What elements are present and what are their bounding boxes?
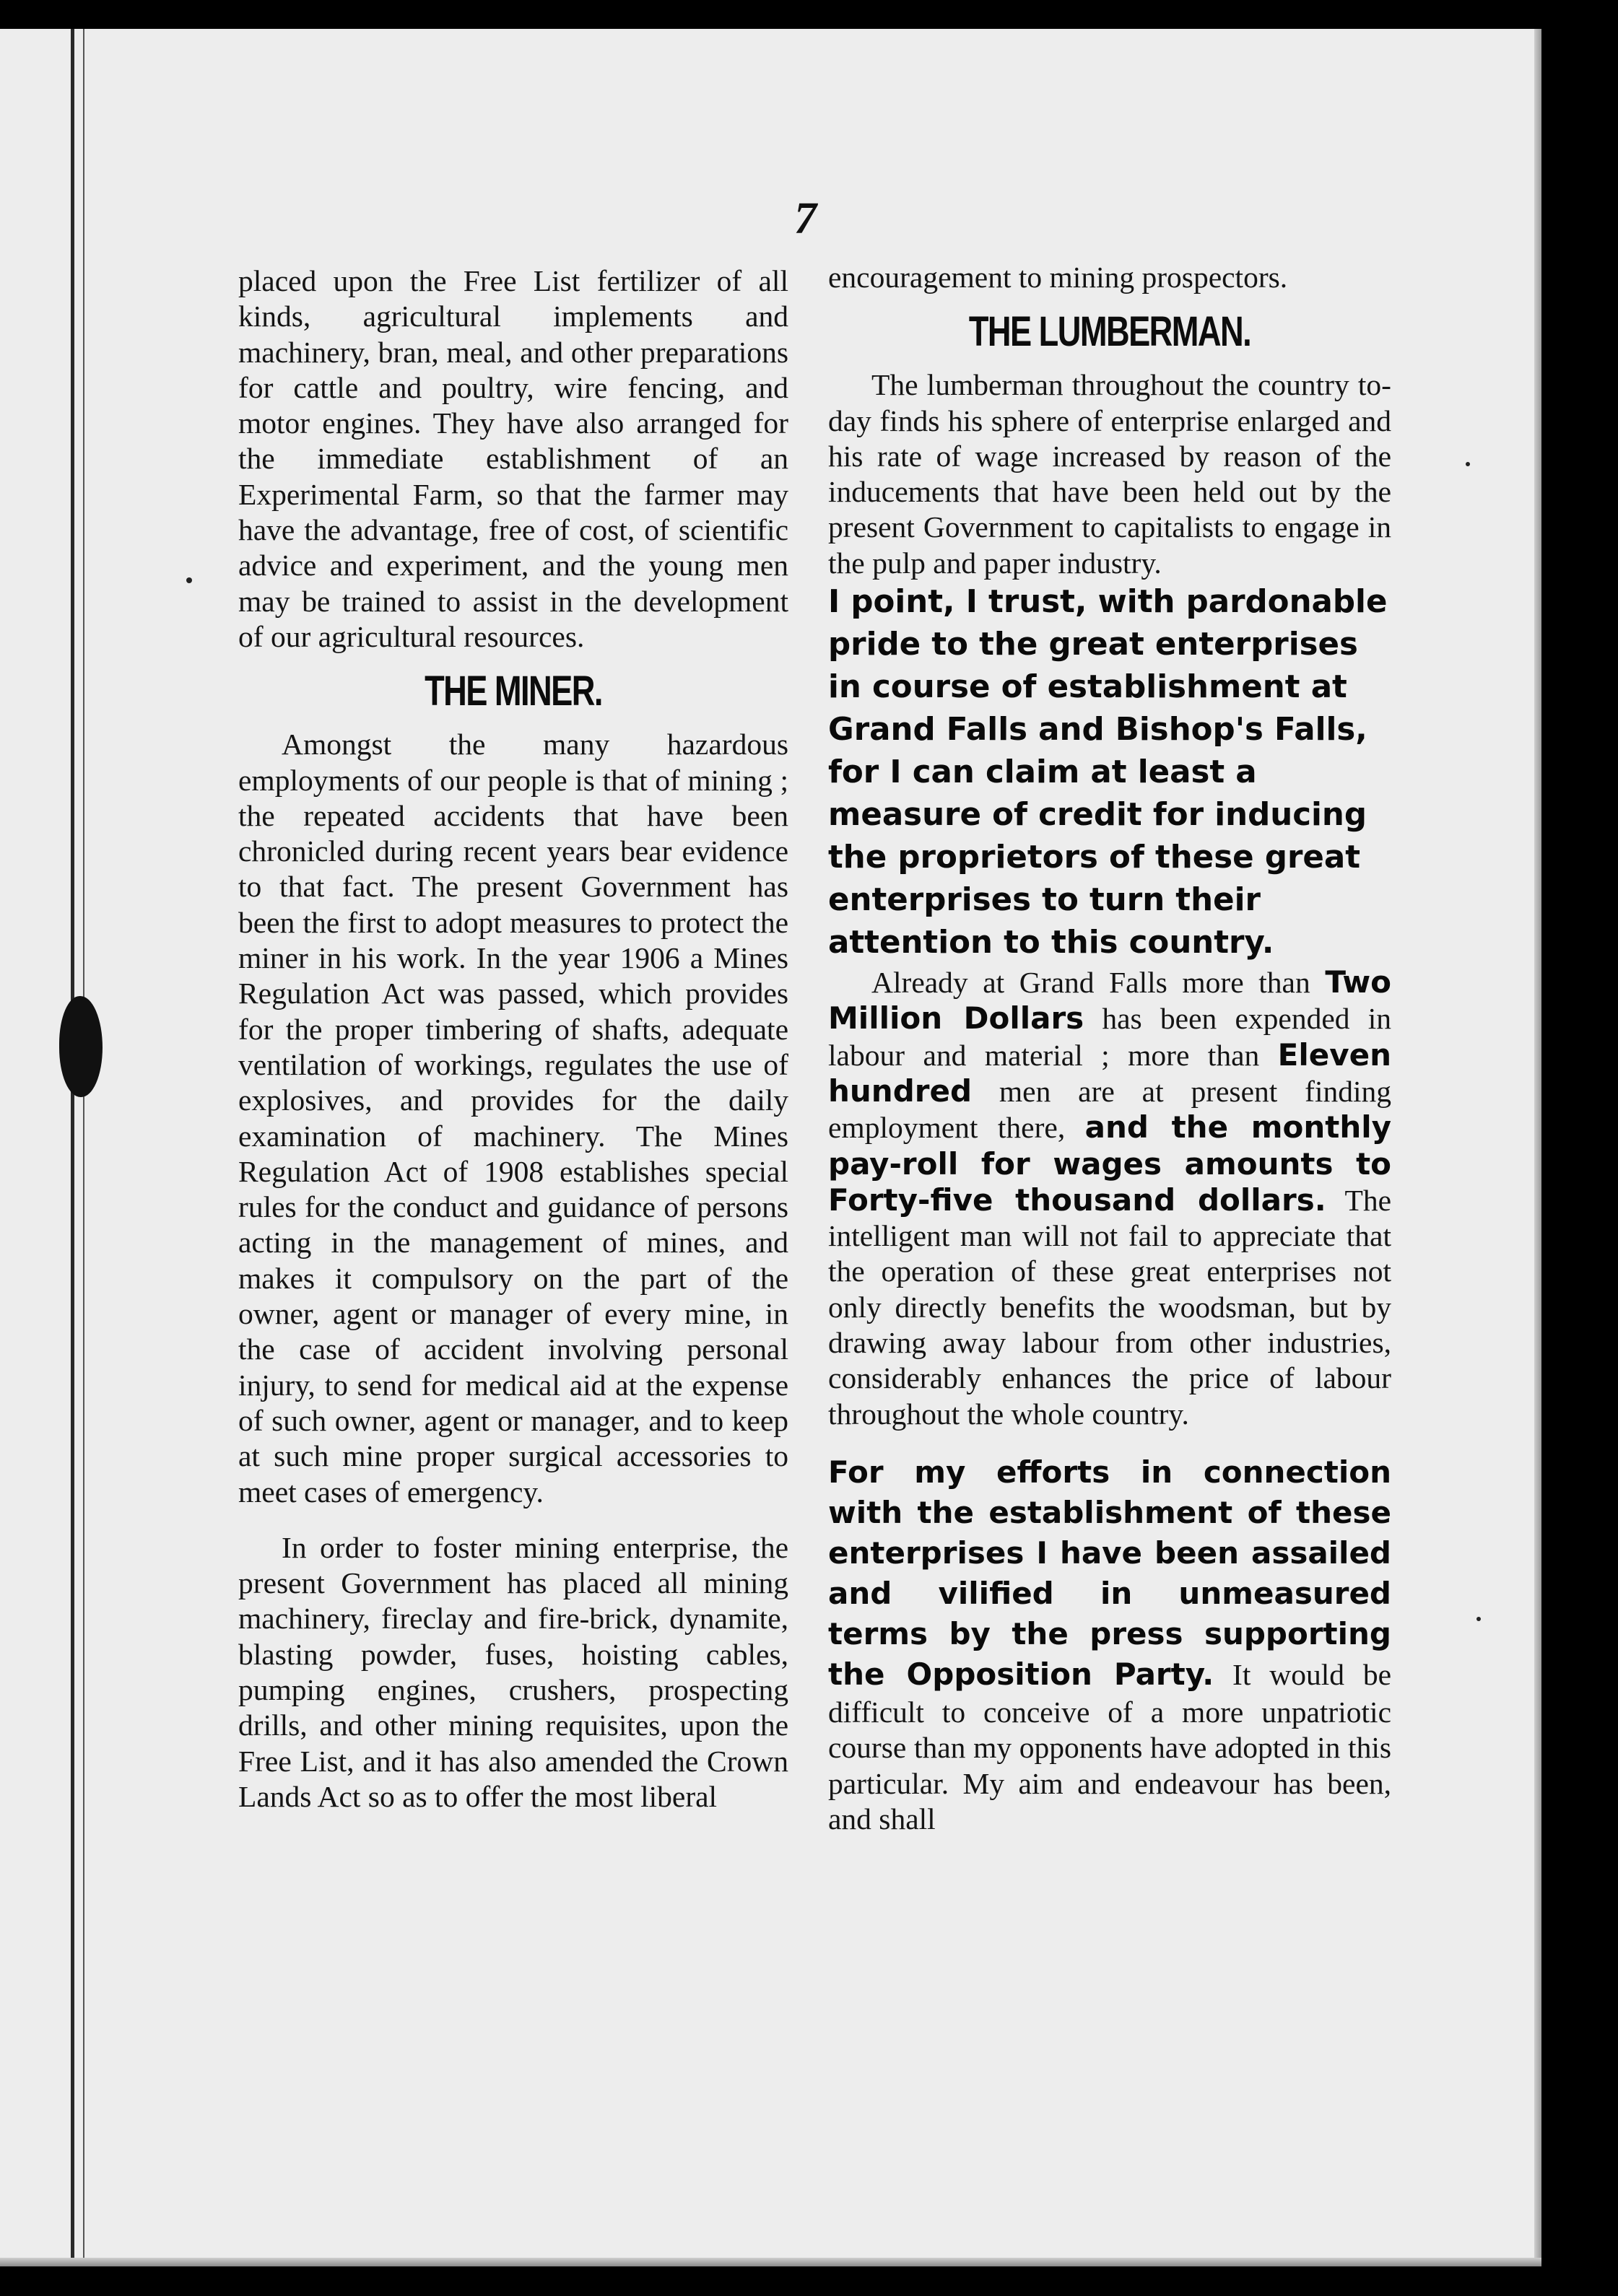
grand-falls-text-a: Already at Grand Falls more than (871, 966, 1310, 1000)
scan-speck (186, 577, 192, 583)
right-column (828, 260, 1391, 1837)
ink-blot (59, 996, 103, 1097)
eleven-hundred: Eleven hundred (828, 1036, 1391, 1109)
miner-heading: THE MINER. (425, 668, 602, 715)
grand-falls-text-c: has been expended in labour and material ; more than (828, 1002, 1391, 1072)
lumberman-bold-statement: I point, I trust, with pardonable pride to the great enterprises in course of establishment at Grand Falls and Bishop's Falls, for I can claim at least a measure of credit for inducing the proprietors of these great enterprises to turn their attention to this country. (828, 584, 1388, 961)
miner-paragraph-2: In order to foster mining enterprise, the present Government has placed all mining machinery, fireclay and fire-brick, dynamite, blasting powder, fuses, hoisting cables, pumping engines, crushers, prospecting drills, and other mining requisites, upon the Free List, and it has also amended the Crown Lands Act so as to offer the most liberal (238, 1530, 788, 1813)
efforts-bold-text: For my efforts in connection with the establishment of these enterprises I have been assailed and vilified in unmeasured terms by the press supporting the Opposition Party. (828, 1454, 1391, 1692)
efforts-paragraph (828, 1452, 1391, 1837)
lumberman-heading: THE LUMBERMAN. (968, 308, 1251, 356)
page-right-edge (1534, 29, 1541, 2266)
grand-falls-text-g: The intelligent man will not fail to appreciate that the operation of these great enterprises not only directly benefits the woodsman, but by drawing away labour from other industries, considerably enhances the price of labour throughout the whole country. (828, 1183, 1391, 1431)
continuation-paragraph: encouragement to mining prospectors. (828, 261, 1288, 294)
binding-shadow-line-thin (83, 29, 84, 2266)
binding-shadow-line (71, 29, 74, 2266)
paragraph-gap (828, 1432, 1391, 1452)
paragraph-gap (238, 1510, 788, 1530)
scanned-page (0, 29, 1541, 2266)
scan-speck (1466, 462, 1470, 466)
miner-paragraph-1: Amongst the many hazardous employments of our people is that of mining ; the repeated accidents that have been chronicled during recent years bear evidence to that fact. The present Government has been the first to adopt measures to protect the miner in his work. In the year 1906 a Mines Regulation Act was passed, which provides for the proper timbering of shafts, adequate ventilation of workings, regulates the use of explosives, and provides for the daily examination of machinery. The Mines Regulation Act of 1908 establishes special rules for the conduct and guidance of persons acting in the management of mines, and makes it compulsory on the part of the owner, agent or manager of every mine, in the case of accident involving personal injury, to send for medical aid at the expense of such owner, agent or manager, and to keep at such mine proper surgical accessories to meet cases of emergency. (238, 728, 788, 1509)
page-bottom-edge (0, 2258, 1541, 2266)
efforts-rest-text: It would be difficult to conceive of a more unpatriotic course than my opponents have adopted in this particular. My aim and endeavour has been, and shall (828, 1657, 1391, 1836)
grand-falls-paragraph (828, 964, 1391, 1432)
scan-speck (1476, 1617, 1481, 1621)
left-column (238, 263, 788, 1815)
two-million-dollars: Two Million Dollars (828, 964, 1392, 1036)
grand-falls-text-e: men are at present finding employment there, (828, 1074, 1392, 1145)
lumberman-paragraph-1: The lumberman throughout the country to-day finds his sphere of enterprise enlarged and his rate of wage increased by reason of the inducements that have been held out by the present Government to capitalists to engage in the pulp and paper industry. (828, 368, 1391, 580)
intro-paragraph: placed upon the Free List fertilizer of all kinds, agricultural implements and machinery, bran, meal, and other preparations for cattle and poultry, wire fencing, and motor engines. They have also arranged for the immediate establishment of an Experimental Farm, so that the farmer may have the advantage, free of cost, of scientific advice and experiment, and the young men may be trained to assist in the development of our agricultural resources. (238, 264, 788, 653)
monthly-payroll: and the monthly pay-roll for wages amounts to Forty-five thousand dollars. (828, 1109, 1391, 1218)
page-number: 7 (794, 194, 817, 243)
